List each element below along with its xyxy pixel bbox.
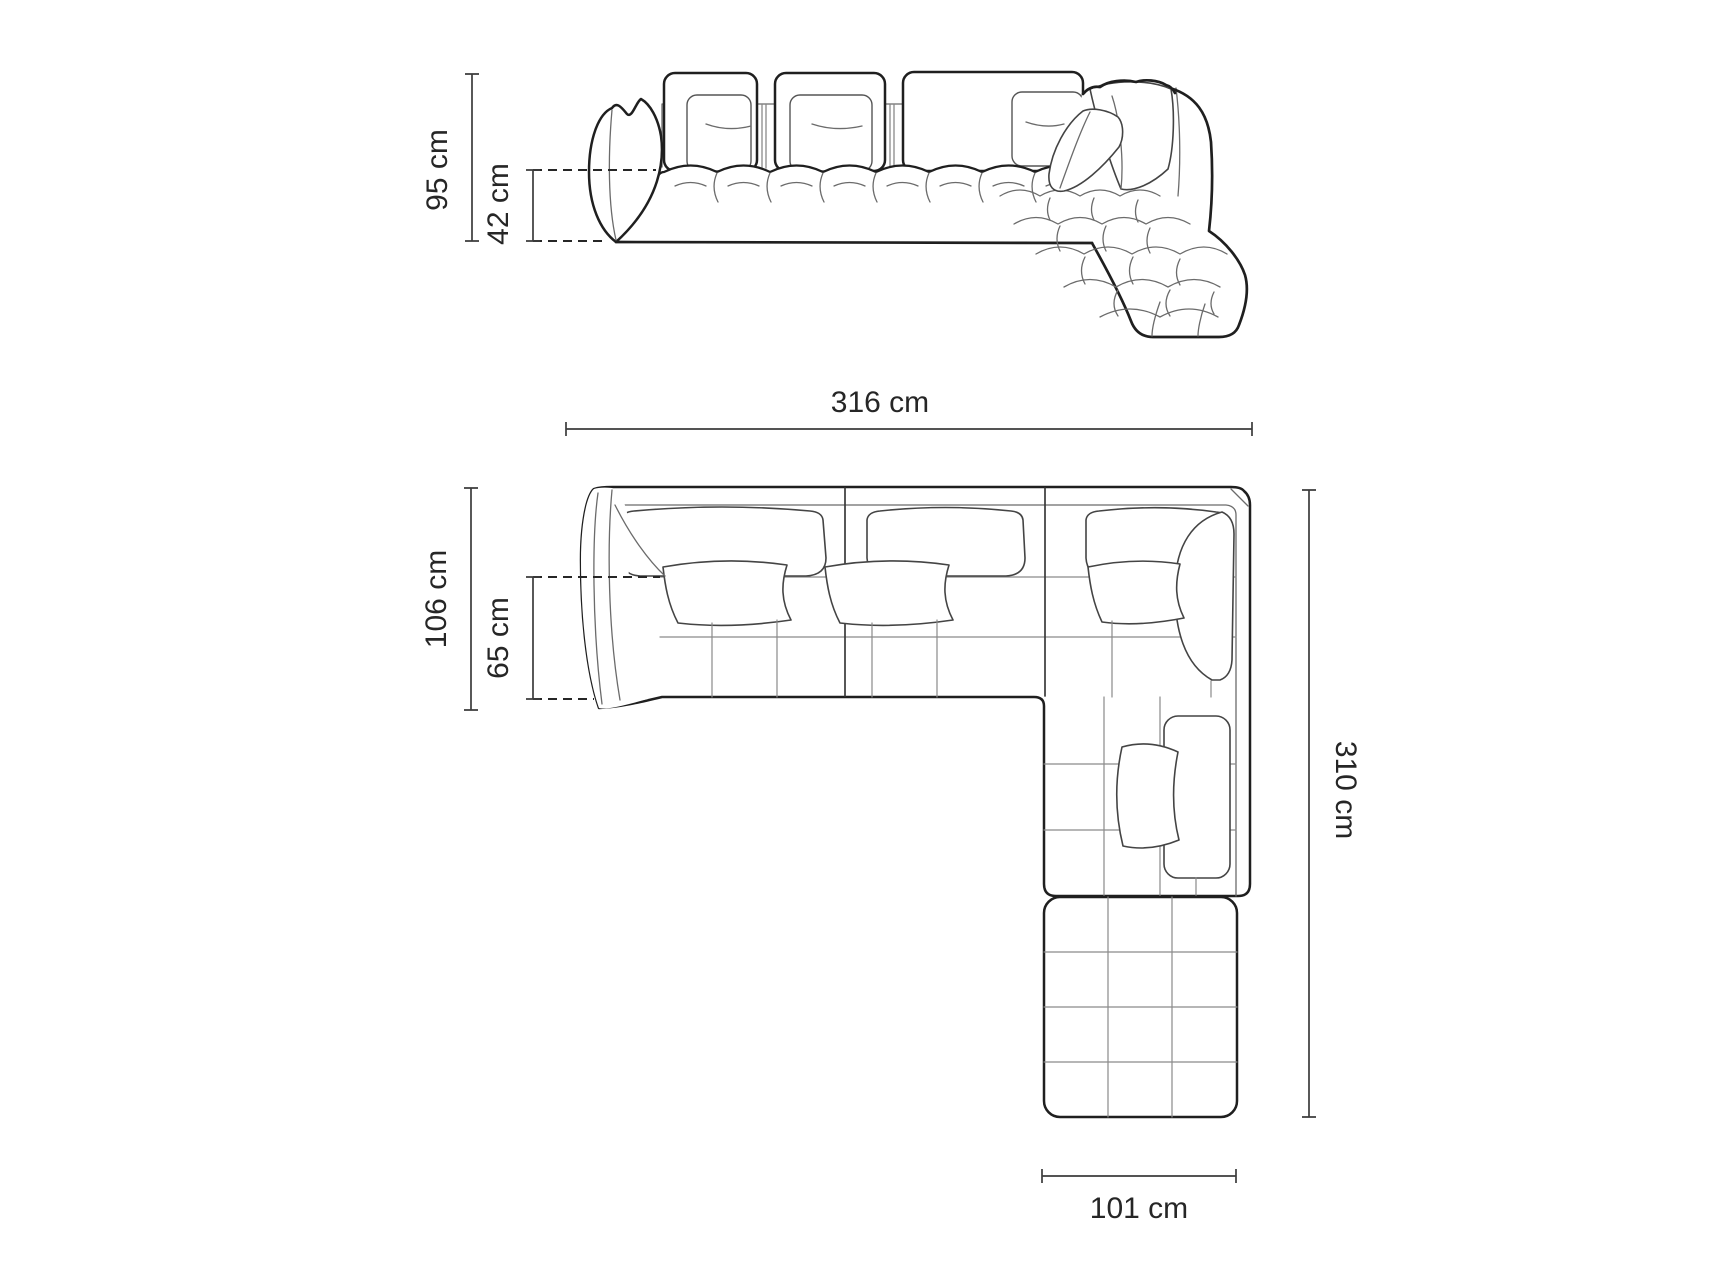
back-cushions-elevation (664, 72, 1083, 171)
dimension-label-total-depth: 106 cm (420, 549, 453, 649)
dimension-label-seat-height: 42 cm (482, 163, 515, 245)
inner-pillow (790, 95, 872, 171)
chaise-pillow (1117, 744, 1179, 848)
inner-pillow (687, 95, 751, 171)
dimension-label-chaise-width: 101 cm (1089, 1192, 1189, 1225)
dimension-chaise-width (1042, 1169, 1236, 1225)
throw-pillows-plan (663, 561, 1184, 625)
dimension-label-total-length: 310 cm (1329, 740, 1362, 840)
dimension-total-length (1302, 490, 1362, 1117)
dimension-label-total-height: 95 cm (421, 129, 454, 211)
dimension-total-width (566, 386, 1252, 436)
front-elevation-view (421, 72, 1247, 337)
ottoman-plan (1044, 897, 1237, 1117)
sofa-baseline (616, 242, 1092, 243)
dimension-total-depth (420, 488, 478, 710)
dimension-label-total-width: 316 cm (830, 386, 930, 419)
seat-body (616, 166, 1092, 244)
top-plan-view (420, 386, 1362, 1225)
dimension-total-height (421, 74, 479, 241)
dimension-label-seat-depth: 65 cm (482, 597, 515, 679)
